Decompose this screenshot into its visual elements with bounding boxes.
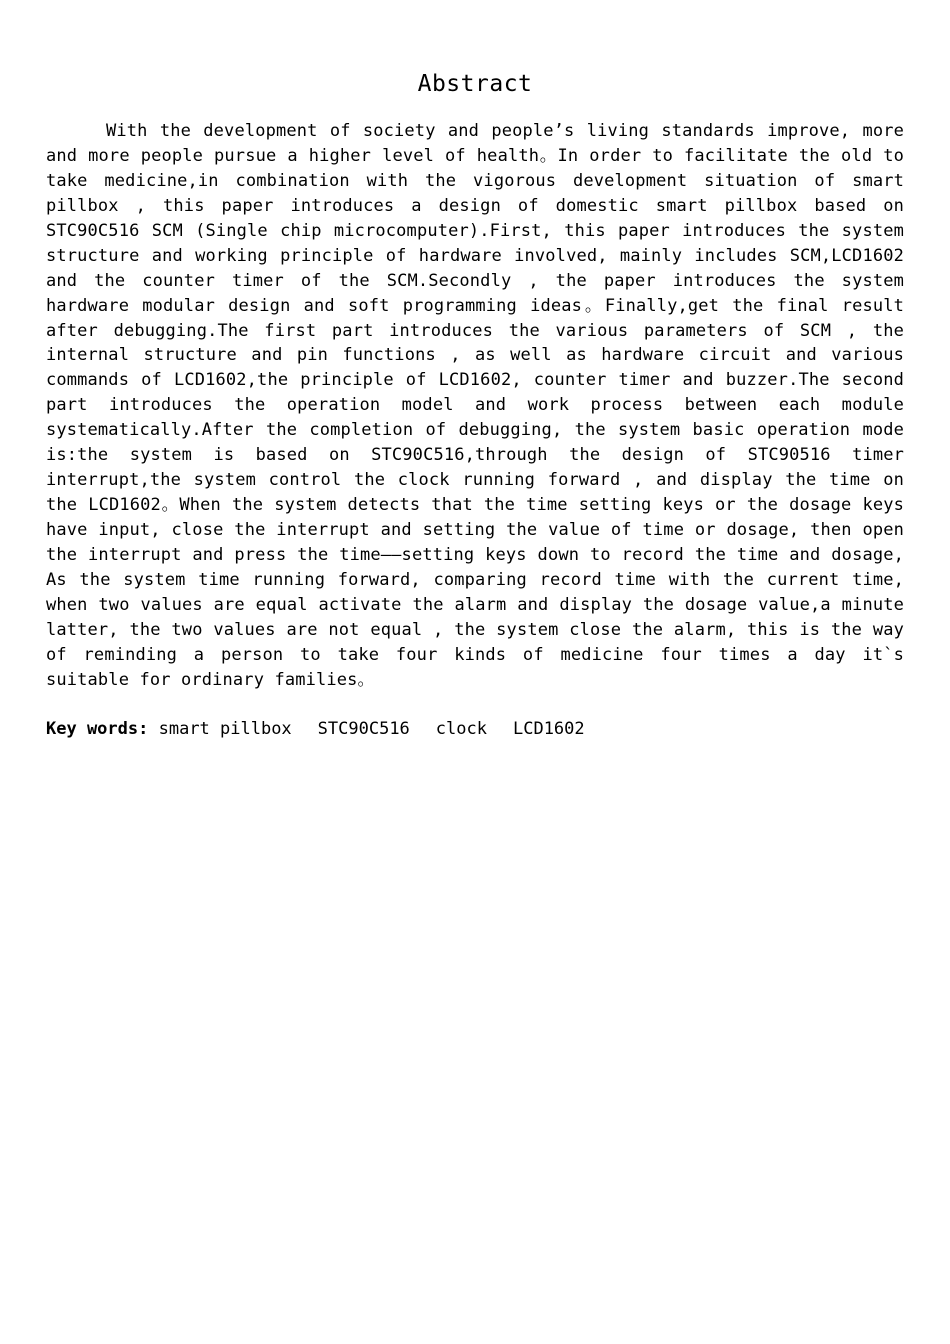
keywords-label: Key words: [46, 719, 149, 739]
abstract-body: With the development of society and people’s living standards improve, more and more people pursue a higher level of health。In order to facilitate the old to take medicine,in combination with the vigorous development situation of smart pillbox , this paper introduces a design of domestic smart pillbox based on STC90C516 SCM (Single chip microcomputer).First, this paper introduces the system structure and working principle of hardware involved, mainly includes SCM,LCD1602 and the counter timer of the SCM.Secondly , the paper introduces the system hardware modular design and soft programming ideas。Finally,get the final result after debugging.The first part introduces the various parameters of SCM , the internal structure and pin functions , as well as hardware circuit and various commands of LCD1602,the principle of LCD1602, counter timer and buzzer.The second part introduces the operation model and work process between each module systematically.After the completion of debugging, the system basic operation mode is:the system is based on STC90C516,through the design of STC90516 timer interrupt,the system control the clock running forward , and display the time on the LCD1602。When the system detects that the time setting keys or the dosage keys have input, close the interrupt and setting the value of time or dosage, then open the interrupt and press the time——setting keys down to record the time and dosage, As the system time running forward, comparing record time with the current time, when two values are equal activate the alarm and display the dosage value,a minute latter, the two values are not equal , the system close the alarm, this is the way of reminding a person to take four kinds of medicine four times a day it`s suitable for ordinary families。 [46, 121, 904, 690]
page-title: Abstract [417, 71, 533, 97]
keyword-item: clock [435, 719, 487, 739]
keyword-item: STC90C516 [317, 719, 410, 739]
keywords-line [46, 717, 904, 741]
keyword-item: smart pillbox [158, 719, 292, 739]
keyword-item: LCD1602 [512, 719, 585, 739]
